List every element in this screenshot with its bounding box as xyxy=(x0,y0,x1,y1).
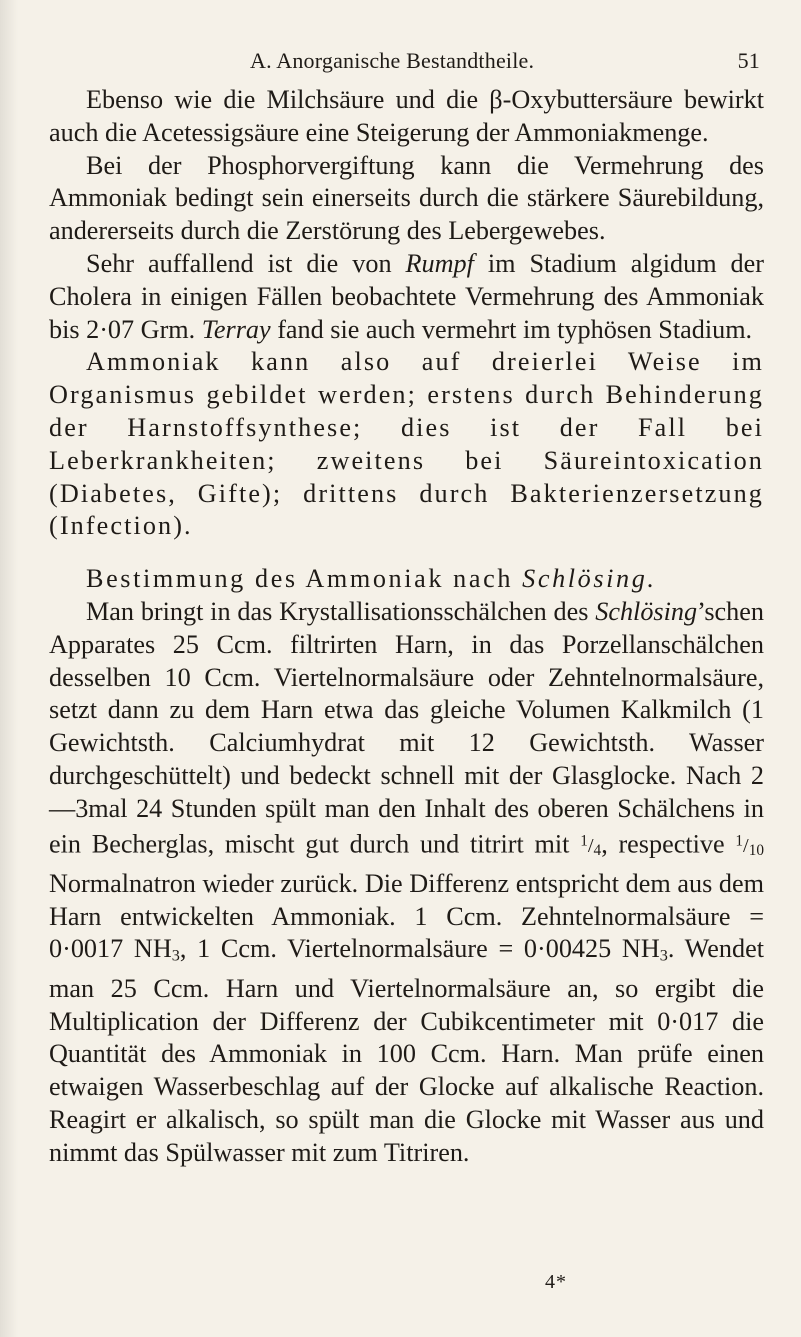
fraction-one-tenth-denominator: 10 xyxy=(748,842,764,860)
page-header xyxy=(250,48,760,78)
fraction-one-quarter: $^1$/4 xyxy=(580,832,602,860)
page-content xyxy=(49,84,764,1170)
fraction-one-tenth-numerator: 1 xyxy=(735,832,743,850)
paragraph-6-part-c: ’schen Apparates 25 Ccm. filtrirten Harn, in das Porzellanschälchen desselben 10 Ccm. Viertelnormalsäure oder Zehntelnormalsäure, setzt dann zu dem Harn etwa das gleiche Volumen Kalkmilch (1 Gewichtsth. Calciumhydrat mit 12 Gewichtsth. Wasser durchgeschüttelt) und bedeckt schnell mit der Glasglocke. Nach 2—3mal 24 Stunden spült man den Inhalt des oberen Schälchens in ein Becherglas, mischt gut durch und titrirt mit xyxy=(49,596,764,858)
author-rumpf: Rumpf xyxy=(405,248,474,278)
fraction-one-quarter-numerator: 1 xyxy=(580,832,588,850)
paragraph-3-part-c: im Stadium algidum der Cholera in einigen Fällen beobachtete Vermehrung des Ammoniak bis 2·07 Grm. xyxy=(49,248,764,344)
page-gutter-shadow xyxy=(0,0,18,1337)
paragraph-6-part-e: Normalnatron wieder zurück. Die Differenz entspricht dem aus dem Harn entwickelten Ammoniak. 1 Ccm. Zehntelnormalsäure = 0·0017 NH xyxy=(49,868,764,964)
section-heading-author: Schlösing. xyxy=(522,564,657,594)
paragraph-1: Ebenso wie die Milchsäure und die β-Oxybuttersäure bewirkt auch die Acetessigsäure eine Steigerung der Ammoniakmenge. xyxy=(49,85,764,147)
paragraph-6-part-a: Man bringt in das Krystallisationsschälchen des xyxy=(86,596,596,626)
paragraph-6 xyxy=(49,596,764,1170)
section-heading-text: Bestimmung des Ammoniak nach xyxy=(86,564,523,594)
paragraph-3-part-a: Sehr auffallend ist die von xyxy=(86,248,406,278)
signature-mark: 4* xyxy=(545,1271,567,1293)
section-heading xyxy=(49,563,764,596)
paragraph-6-part-g: . Wendet man 25 Ccm. Harn und Viertelnormalsäure an, so ergibt die Multiplication der Differenz der Cubikcentimeter mit 0·017 die Quantität des Ammoniak in 100 Ccm. Harn. Man prüfe einen etwaigen Wasserbeschlag auf der Glocke auf alkalische Reaction. Reagirt er alkalisch, so spült man die Glocke mit Wasser aus und nimmt das Spülwasser mit zum Titriren. xyxy=(49,934,764,1167)
author-terray: Terray xyxy=(201,314,271,344)
ammonia-subscript-2: 3 xyxy=(659,946,668,965)
paragraph-3-part-e: fand sie auch vermehrt im typhösen Stadium. xyxy=(270,314,753,344)
running-header-title: A. Anorganische Bestandtheile. xyxy=(250,48,535,73)
fraction-one-tenth: $^1$/10 xyxy=(735,832,764,860)
page-number: 51 xyxy=(737,48,760,73)
paragraph-2: Bei der Phosphorvergiftung kann die Vermehrung des Ammoniak bedingt sein einerseits durch die stärkere Säurebildung, andererseits durch die Zerstörung des Lebergewebes. xyxy=(49,150,764,246)
section-gap xyxy=(49,543,764,563)
paragraph-6-part-f: , 1 Ccm. Viertelnormalsäure = 0·00425 NH xyxy=(179,934,660,964)
author-schloesing: Schlösing xyxy=(595,596,698,626)
paragraph-3 xyxy=(49,248,764,346)
ammonia-subscript-1: 3 xyxy=(171,946,180,965)
fraction-one-quarter-denominator: 4 xyxy=(593,842,602,860)
paragraph-4: Ammoniak kann also auf dreierlei Weise im Organismus gebildet werden; erstens durch Behinderung der Harnstoffsynthese; dies ist der Fall bei Leberkrankheiten; zweitens bei Säureintoxication (Diabetes, Gifte); drittens durch Bakterienzersetzung (Infection). xyxy=(49,347,764,541)
paragraph-6-part-d: , respective xyxy=(601,828,736,858)
